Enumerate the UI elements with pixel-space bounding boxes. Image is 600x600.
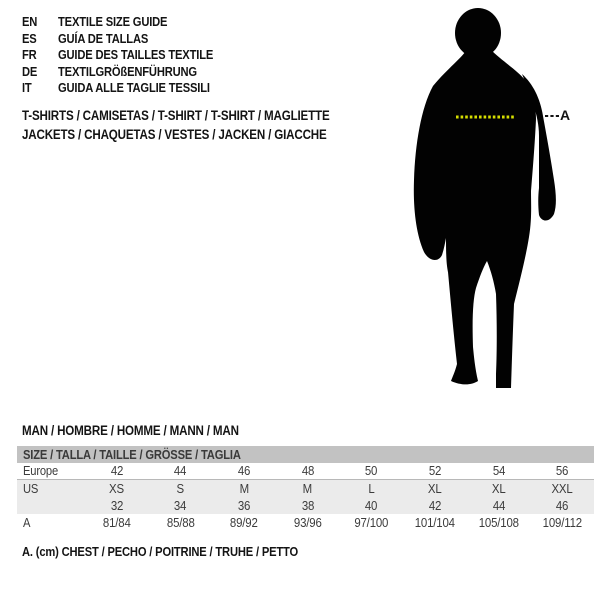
language-code: DE [22, 63, 38, 79]
language-row-en [22, 14, 238, 31]
garment-line-text: T-SHIRTS / CAMISETAS / T-SHIRT / T-SHIRT / MAGLIETTE [22, 108, 330, 123]
measurement-label-a: A [560, 107, 571, 123]
cell-value: 36 [237, 498, 251, 513]
cell-value: 89/92 [230, 515, 258, 530]
section-title-man [22, 423, 274, 438]
cell-value: 44 [174, 463, 187, 478]
cell-value: 50 [365, 463, 378, 478]
cell-value: 85/88 [166, 515, 195, 530]
cell-value: 34 [174, 498, 187, 513]
language-title: GUIDA ALLE TAGLIE TESSILI [58, 80, 210, 95]
cell-value: 105/108 [478, 515, 519, 530]
language-row-es [22, 31, 238, 48]
table-row-numeric-us [17, 497, 594, 514]
cell-value: 97/100 [354, 515, 389, 530]
language-title: GUÍA DE TALLAS [58, 30, 149, 46]
size-table-header [17, 446, 594, 463]
language-code: IT [22, 80, 32, 95]
size-table-header-text: SIZE / TALLA / TAILLE / GRÖSSE / TAGLIA [23, 447, 241, 462]
cell-value: 44 [492, 498, 505, 513]
row-label: Europe [23, 463, 59, 478]
cell-value: 46 [237, 463, 251, 478]
cell-value: S [176, 481, 185, 496]
garment-line-text: JACKETS / CHAQUETAS / VESTES / JACKEN / GIACCHE [22, 126, 327, 142]
garment-types [22, 107, 380, 144]
cell-value: 54 [492, 463, 505, 478]
table-row-chest-a [17, 514, 594, 532]
cell-value: XL [491, 481, 506, 496]
garment-line-tshirts [22, 107, 380, 126]
language-row-it [22, 80, 238, 97]
language-code: ES [22, 30, 37, 46]
cell-value: 40 [365, 498, 378, 513]
language-list [22, 14, 238, 97]
measurement-footnote [22, 544, 343, 559]
language-title: TEXTILE SIZE GUIDE [58, 14, 168, 29]
row-label: A [23, 515, 31, 530]
language-title: TEXTILGRÖßENFÜHRUNG [58, 63, 197, 79]
cell-value: XS [109, 481, 125, 496]
row-label: US [23, 481, 39, 496]
language-code: EN [22, 14, 38, 29]
measurement-footnote-text: A. (cm) CHEST / PECHO / POITRINE / TRUHE / PETTO [22, 544, 299, 559]
language-row-fr [22, 47, 238, 64]
cell-value: 101/104 [414, 515, 455, 530]
table-row-europe [17, 463, 594, 480]
language-code: FR [22, 47, 37, 62]
man-silhouette-figure [400, 0, 600, 400]
row-label [17, 497, 85, 514]
cell-value: 81/84 [102, 515, 131, 530]
cell-value: 46 [556, 498, 569, 513]
section-title-text: MAN / HOMBRE / HOMME / MANN / MAN [22, 423, 239, 438]
cell-value: 93/96 [293, 515, 322, 530]
cell-value: 109/112 [542, 515, 582, 530]
garment-line-jackets [22, 126, 380, 145]
cell-value: XXL [551, 481, 573, 496]
cell-value: M [239, 481, 249, 496]
cell-value: L [368, 481, 375, 496]
cell-value: 32 [110, 498, 123, 513]
table-row-us [17, 480, 594, 497]
cell-value: 38 [301, 498, 314, 513]
cell-value: 56 [556, 463, 569, 478]
language-title: GUIDE DES TAILLES TEXTILE [58, 47, 214, 62]
cell-value: 48 [301, 463, 314, 478]
language-row-de [22, 64, 238, 81]
cell-value: M [302, 481, 313, 496]
cell-value: 42 [428, 498, 442, 513]
size-table [17, 446, 594, 532]
silhouette-body [414, 48, 536, 388]
man-silhouette-svg [400, 0, 600, 400]
cell-value: 42 [110, 463, 123, 478]
cell-value: XL [428, 481, 442, 496]
cell-value: 52 [428, 463, 442, 478]
